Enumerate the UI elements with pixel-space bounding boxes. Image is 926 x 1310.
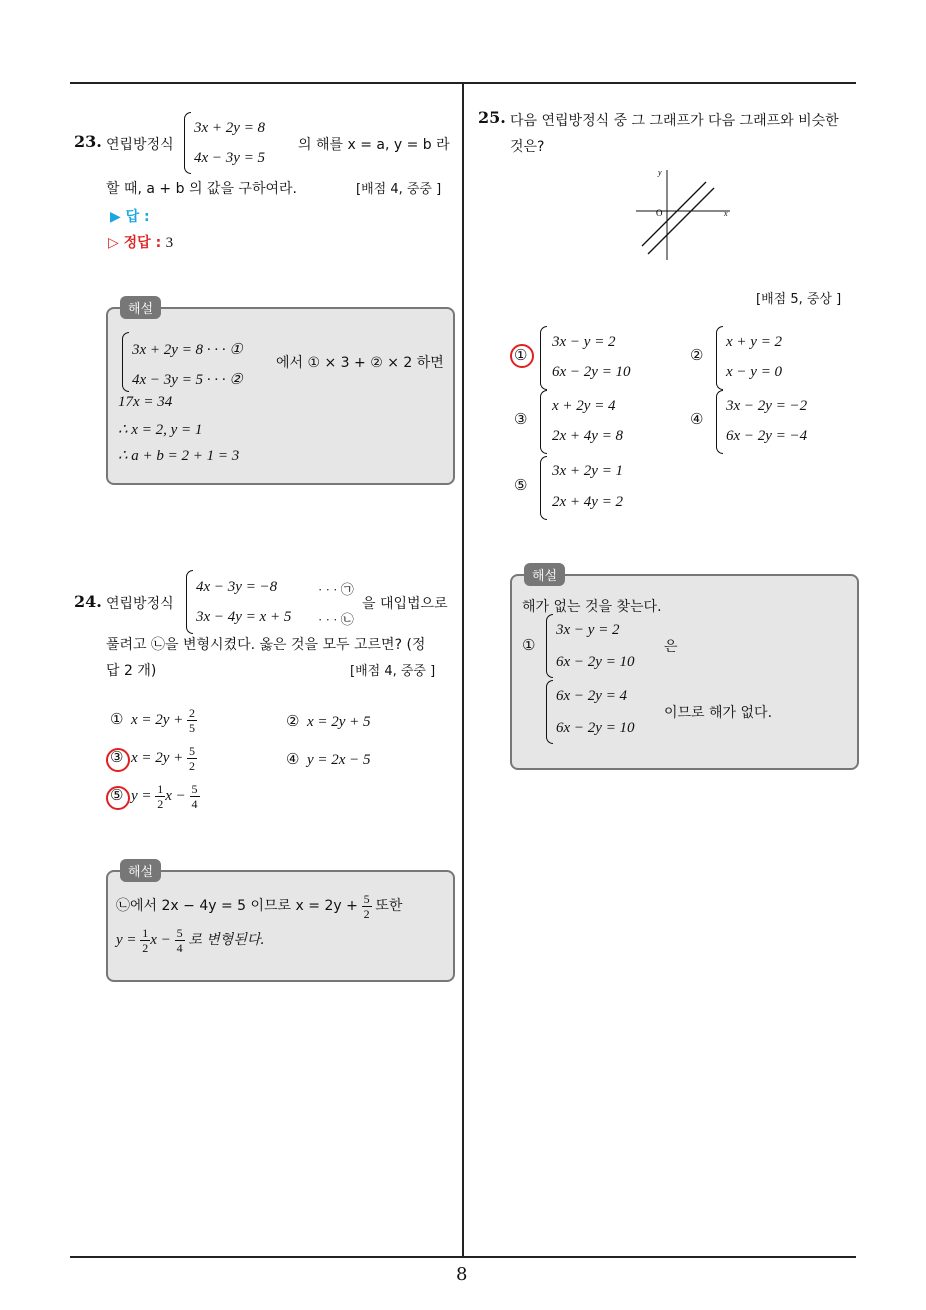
q25-sol-eq1: 3x − y = 2: [556, 622, 620, 638]
graph-origin-label: O: [656, 208, 663, 218]
q24-option-2[interactable]: ② x = 2y + 5: [286, 714, 371, 730]
q25-sol-mark: ①: [522, 638, 536, 654]
q24-solution-tag: 해설: [120, 859, 161, 882]
q25-line2: 것은?: [510, 139, 545, 155]
q23-sol-eq2: 4x − 3y = 5 · · · ②: [132, 372, 243, 388]
q25-sol-end: 이므로 해가 없다.: [664, 705, 773, 721]
q25-sol-eq4: 6x − 2y = 10: [556, 720, 635, 736]
q25-sol-brace-1: [546, 614, 553, 678]
q25-sol-eq2: 6x − 2y = 10: [556, 654, 635, 670]
q25-option-5-mark[interactable]: ⑤: [514, 478, 528, 494]
graph-y-label: y: [658, 168, 662, 177]
q23-solution-tag: 해설: [120, 296, 161, 319]
q24-eq1-mark: · · · ㉠: [318, 582, 354, 597]
q23-sol-line1: 17x = 34: [118, 394, 173, 410]
q25-sol-line1: 해가 없는 것을 찾는다.: [522, 599, 662, 615]
q23-sol-text: 에서 ① × 3 + ② × 2 하면: [276, 355, 444, 371]
q25-sol-eun: 은: [664, 639, 678, 655]
bottom-rule: [70, 1256, 856, 1258]
q25-option-4-eq1: 3x − 2y = −2: [726, 398, 808, 414]
q25-option-3-eq2: 2x + 4y = 8: [552, 428, 624, 444]
column-divider: [462, 82, 464, 1257]
q25-option-5-brace: [540, 456, 547, 520]
q25-option-5-eq1: 3x + 2y = 1: [552, 463, 624, 479]
q24-option-3[interactable]: ③ x = 2y + $\frac{5}{2}$: [110, 744, 196, 773]
q25-solution-tag: 해설: [524, 563, 565, 586]
q25-option-1-brace: [540, 326, 547, 390]
q23-score: [배점 4, 중중 ]: [356, 182, 442, 197]
q25-line1: 다음 연립방정식 중 그 그래프가 다음 그래프와 비슷한: [510, 113, 839, 129]
q23-number: 23.: [74, 132, 102, 151]
q24-eq1: 4x − 3y = −8: [196, 579, 278, 595]
q24-text-after: 을 대입법으로: [362, 596, 448, 612]
q24-number: 24.: [74, 592, 102, 611]
q24-sol-line2: y = $\frac{1}{2}$ x − $\frac{5}{4}$ 로 변형된다.: [116, 926, 265, 955]
q24-brace: [186, 570, 193, 634]
page-number: 8: [456, 1264, 468, 1285]
q24-line2: 풀려고 ㉡을 변형시켰다. 옳은 것을 모두 고르면? (정: [106, 637, 426, 653]
graph-line-2: [648, 188, 714, 254]
q24-option-1[interactable]: ① x = 2y + $\frac{2}{5}$: [110, 706, 196, 735]
q25-option-3-eq1: x + 2y = 4: [552, 398, 616, 414]
q25-graph: [630, 164, 740, 264]
q25-sol-eq3: 6x − 2y = 4: [556, 688, 628, 704]
graph-line-1: [642, 182, 706, 246]
q23-correct: [108, 232, 173, 252]
q25-option-1-eq2: 6x − 2y = 10: [552, 364, 631, 380]
q23-sol-eq1: 3x + 2y = 8 · · · ①: [132, 342, 243, 358]
q23-brace: [184, 112, 191, 174]
q23-answer-label: ▶ 답 :: [110, 209, 150, 225]
q23-eq1: 3x + 2y = 8: [194, 120, 266, 136]
q23-sol-line2: ∴ x = 2, y = 1: [118, 422, 203, 438]
q25-option-2-eq1: x + y = 2: [726, 334, 783, 350]
q23-intro: 연립방정식: [106, 137, 174, 153]
q24-score: [배점 4, 중중 ]: [350, 664, 436, 679]
q23-text-after: 의 해를 x = a, y = b 라: [298, 137, 450, 153]
q25-option-1-eq1: 3x − y = 2: [552, 334, 616, 350]
q24-eq2-mark: · · · ㉡: [318, 612, 354, 627]
q25-option-4-eq2: 6x − 2y = −4: [726, 428, 808, 444]
q23-line2: 할 때, a + b 의 값을 구하여라.: [106, 181, 297, 197]
q24-intro: 연립방정식: [106, 596, 174, 612]
q23-eq2: 4x − 3y = 5: [194, 150, 266, 166]
q25-number: 25.: [478, 108, 506, 127]
q25-option-2-eq2: x − y = 0: [726, 364, 783, 380]
q25-score: [배점 5, 중상 ]: [756, 292, 842, 307]
q25-option-2-brace: [716, 326, 723, 390]
q24-option-4[interactable]: ④ y = 2x − 5: [286, 752, 371, 768]
q25-sol-brace-2: [546, 680, 553, 744]
q23-sol-line3: ∴ a + b = 2 + 1 = 3: [118, 448, 240, 464]
q24-option-5[interactable]: ⑤ y = $\frac{1}{2}$ x − $\frac{5}{4}$: [110, 782, 198, 811]
q25-option-4-brace: [716, 390, 723, 454]
q25-option-3-mark[interactable]: ③: [514, 412, 528, 428]
q24-eq2: 3x − 4y = x + 5: [196, 609, 292, 625]
q24-line3: 답 2 개): [106, 663, 157, 679]
q25-option-3-brace: [540, 390, 547, 454]
q23-correct-label: ▷ 정답 :: [108, 235, 162, 251]
q25-option-2-mark[interactable]: ②: [690, 348, 704, 364]
graph-x-label: x: [724, 209, 728, 218]
q25-option-5-eq2: 2x + 4y = 2: [552, 494, 624, 510]
q25-option-4-mark[interactable]: ④: [690, 412, 704, 428]
q24-sol-line1: ㉡에서 2x − 4y = 5 이므로 x = 2y + $\frac{5}{2}$ 또한: [116, 892, 403, 921]
q23-sol-brace: [122, 332, 129, 392]
q25-option-1-mark[interactable]: ①: [514, 348, 528, 364]
q23-correct-value: 3: [165, 235, 174, 251]
